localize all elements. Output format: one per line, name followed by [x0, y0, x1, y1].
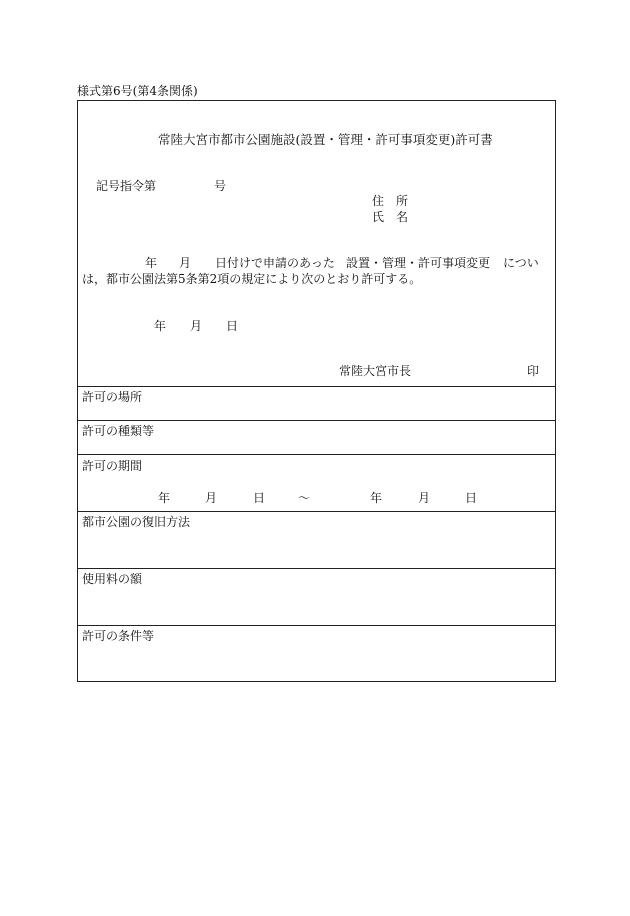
body-ending: につい: [503, 256, 539, 270]
name-label: 氏 名: [372, 210, 409, 224]
body-year: 年: [145, 256, 158, 270]
period-tilde: ～: [298, 491, 311, 505]
body-line-2: は，都市公園法第5条第2項の規定により次のとおり許可する。: [82, 272, 422, 286]
row-label-type: 許可の種類等: [82, 424, 155, 438]
row-divider: [77, 511, 556, 512]
row-label-conditions: 許可の条件等: [82, 629, 155, 643]
period-end-month: 月: [418, 491, 431, 505]
row-divider: [77, 625, 556, 626]
period-end-year: 年: [370, 491, 383, 505]
row-label-fee: 使用料の額: [82, 572, 143, 586]
seal-mark: 印: [527, 364, 540, 378]
issue-day: 日: [226, 319, 239, 333]
period-start-month: 月: [205, 491, 218, 505]
period-end-day: 日: [465, 491, 478, 505]
period-start-year: 年: [158, 491, 171, 505]
record-number-label: 記号指令第: [96, 179, 157, 193]
issue-year: 年: [154, 319, 167, 333]
row-divider: [77, 568, 556, 569]
address-label: 住 所: [372, 194, 409, 208]
document-title: 常陸大宮市都市公園施設(設置・管理・許可事項変更)許可書: [158, 132, 493, 147]
record-number-suffix: 号: [214, 179, 227, 193]
row-divider: [77, 386, 556, 387]
body-month: 月: [179, 256, 192, 270]
body-items: 設置・管理・許可事項変更: [346, 256, 491, 270]
row-label-period: 許可の期間: [82, 459, 143, 473]
row-divider: [77, 420, 556, 421]
issue-month: 月: [190, 319, 203, 333]
form-id: 様式第6号(第4条関係): [77, 84, 198, 98]
period-start-day: 日: [253, 491, 266, 505]
mayor-title: 常陸大宮市長: [339, 364, 412, 378]
row-label-location: 許可の場所: [82, 390, 143, 404]
body-day-text: 日付けで申請のあった: [215, 256, 335, 270]
row-divider: [77, 454, 556, 455]
row-label-restoration: 都市公園の復旧方法: [82, 515, 191, 529]
